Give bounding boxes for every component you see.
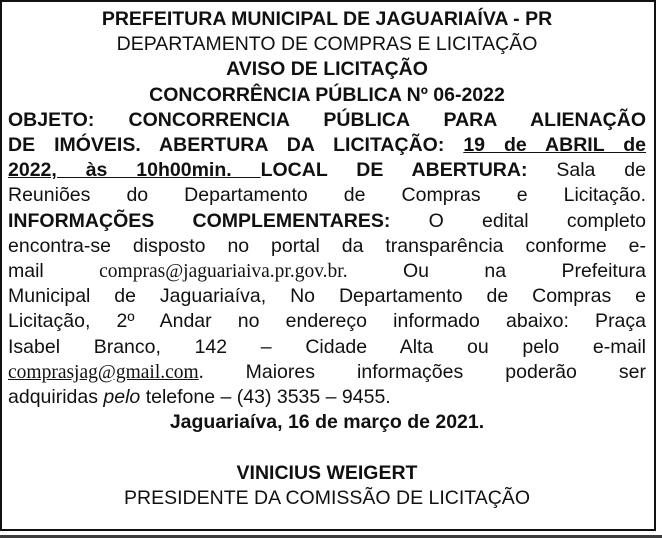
text-segment: Maiores informações poderão ser <box>203 360 646 383</box>
email-secondary: comprasjag@gmail.com <box>8 361 199 383</box>
body-line <box>8 133 646 158</box>
text-segment: . <box>198 361 204 383</box>
text-segment: Reuniões do Departamento de Compras e Licitação. <box>8 184 646 207</box>
text-segment: CONCORRÊNCIA PÚBLICA Nº 06-2022 <box>149 83 505 106</box>
text-segment: DEPARTAMENTO DE COMPRAS E LICITAÇÃO <box>116 33 538 56</box>
email-primary: compras@jaguariaiva.pr.gov.br. <box>99 261 348 283</box>
text-segment: Sala de <box>556 159 646 182</box>
signer-name <box>8 461 646 486</box>
body-line <box>8 309 646 334</box>
date-line <box>8 410 646 435</box>
text-segment: Municipal de Jaguariaíva, No Departamento de Compras e <box>8 285 646 308</box>
body-line <box>8 183 646 208</box>
spacer-line <box>8 435 646 460</box>
text-segment: INFORMAÇÕES COMPLEMENTARES: <box>8 209 429 232</box>
text-segment: Jaguariaíva, 16 de março de 2021. <box>169 411 485 434</box>
text-segment: OBJETO: CONCORRENCIA PÚBLICA PARA ALIENAÇÃO <box>8 108 646 131</box>
text-segment: PRESIDENTE DA COMISSÃO DE LICITAÇÃO <box>124 486 530 509</box>
text-segment: telefone – (43) 3535 – 9455. <box>140 386 391 409</box>
text-segment: Ou na Prefeitura <box>347 260 647 283</box>
body-line <box>8 158 646 183</box>
org-name <box>8 7 646 32</box>
text-segment: 2022, às 10h00min. <box>8 159 261 182</box>
text-segment: O edital completo <box>428 209 646 232</box>
bid-number <box>8 83 646 108</box>
text-segment: 19 de ABRIL de <box>463 134 646 157</box>
body-line <box>8 284 646 309</box>
text-segment: Licitação, 2º Andar no endereço informado abaixo: Praça <box>8 310 646 333</box>
body-line <box>8 385 646 410</box>
body-line <box>8 108 646 133</box>
notice-title <box>8 57 646 82</box>
text-segment: mail <box>8 260 100 283</box>
body-line <box>8 335 646 360</box>
text-segment: AVISO DE LICITAÇÃO <box>226 58 428 81</box>
text-segment: encontra-se disposto no portal da transparência conforme e- <box>8 234 646 257</box>
body-line <box>8 259 646 284</box>
text-segment: adquiridas <box>8 386 104 409</box>
text-segment: pelo <box>103 386 141 409</box>
text-segment: PREFEITURA MUNICIPAL DE JAGUARIAÍVA - PR <box>101 8 553 30</box>
signer-title <box>8 486 646 511</box>
text-segment: LOCAL DE ABERTURA: <box>260 159 557 182</box>
notice-text-block <box>8 7 646 511</box>
text-segment: DE IMÓVEIS. ABERTURA DA LICITAÇÃO: <box>8 134 464 157</box>
body-line <box>8 234 646 259</box>
department <box>8 32 646 57</box>
text-segment: VINICIUS WEIGERT <box>236 461 418 484</box>
body-line <box>8 209 646 234</box>
body-line <box>8 360 646 385</box>
text-segment: Isabel Branco, 142 – Cidade Alta ou pelo e-mail <box>8 335 646 358</box>
